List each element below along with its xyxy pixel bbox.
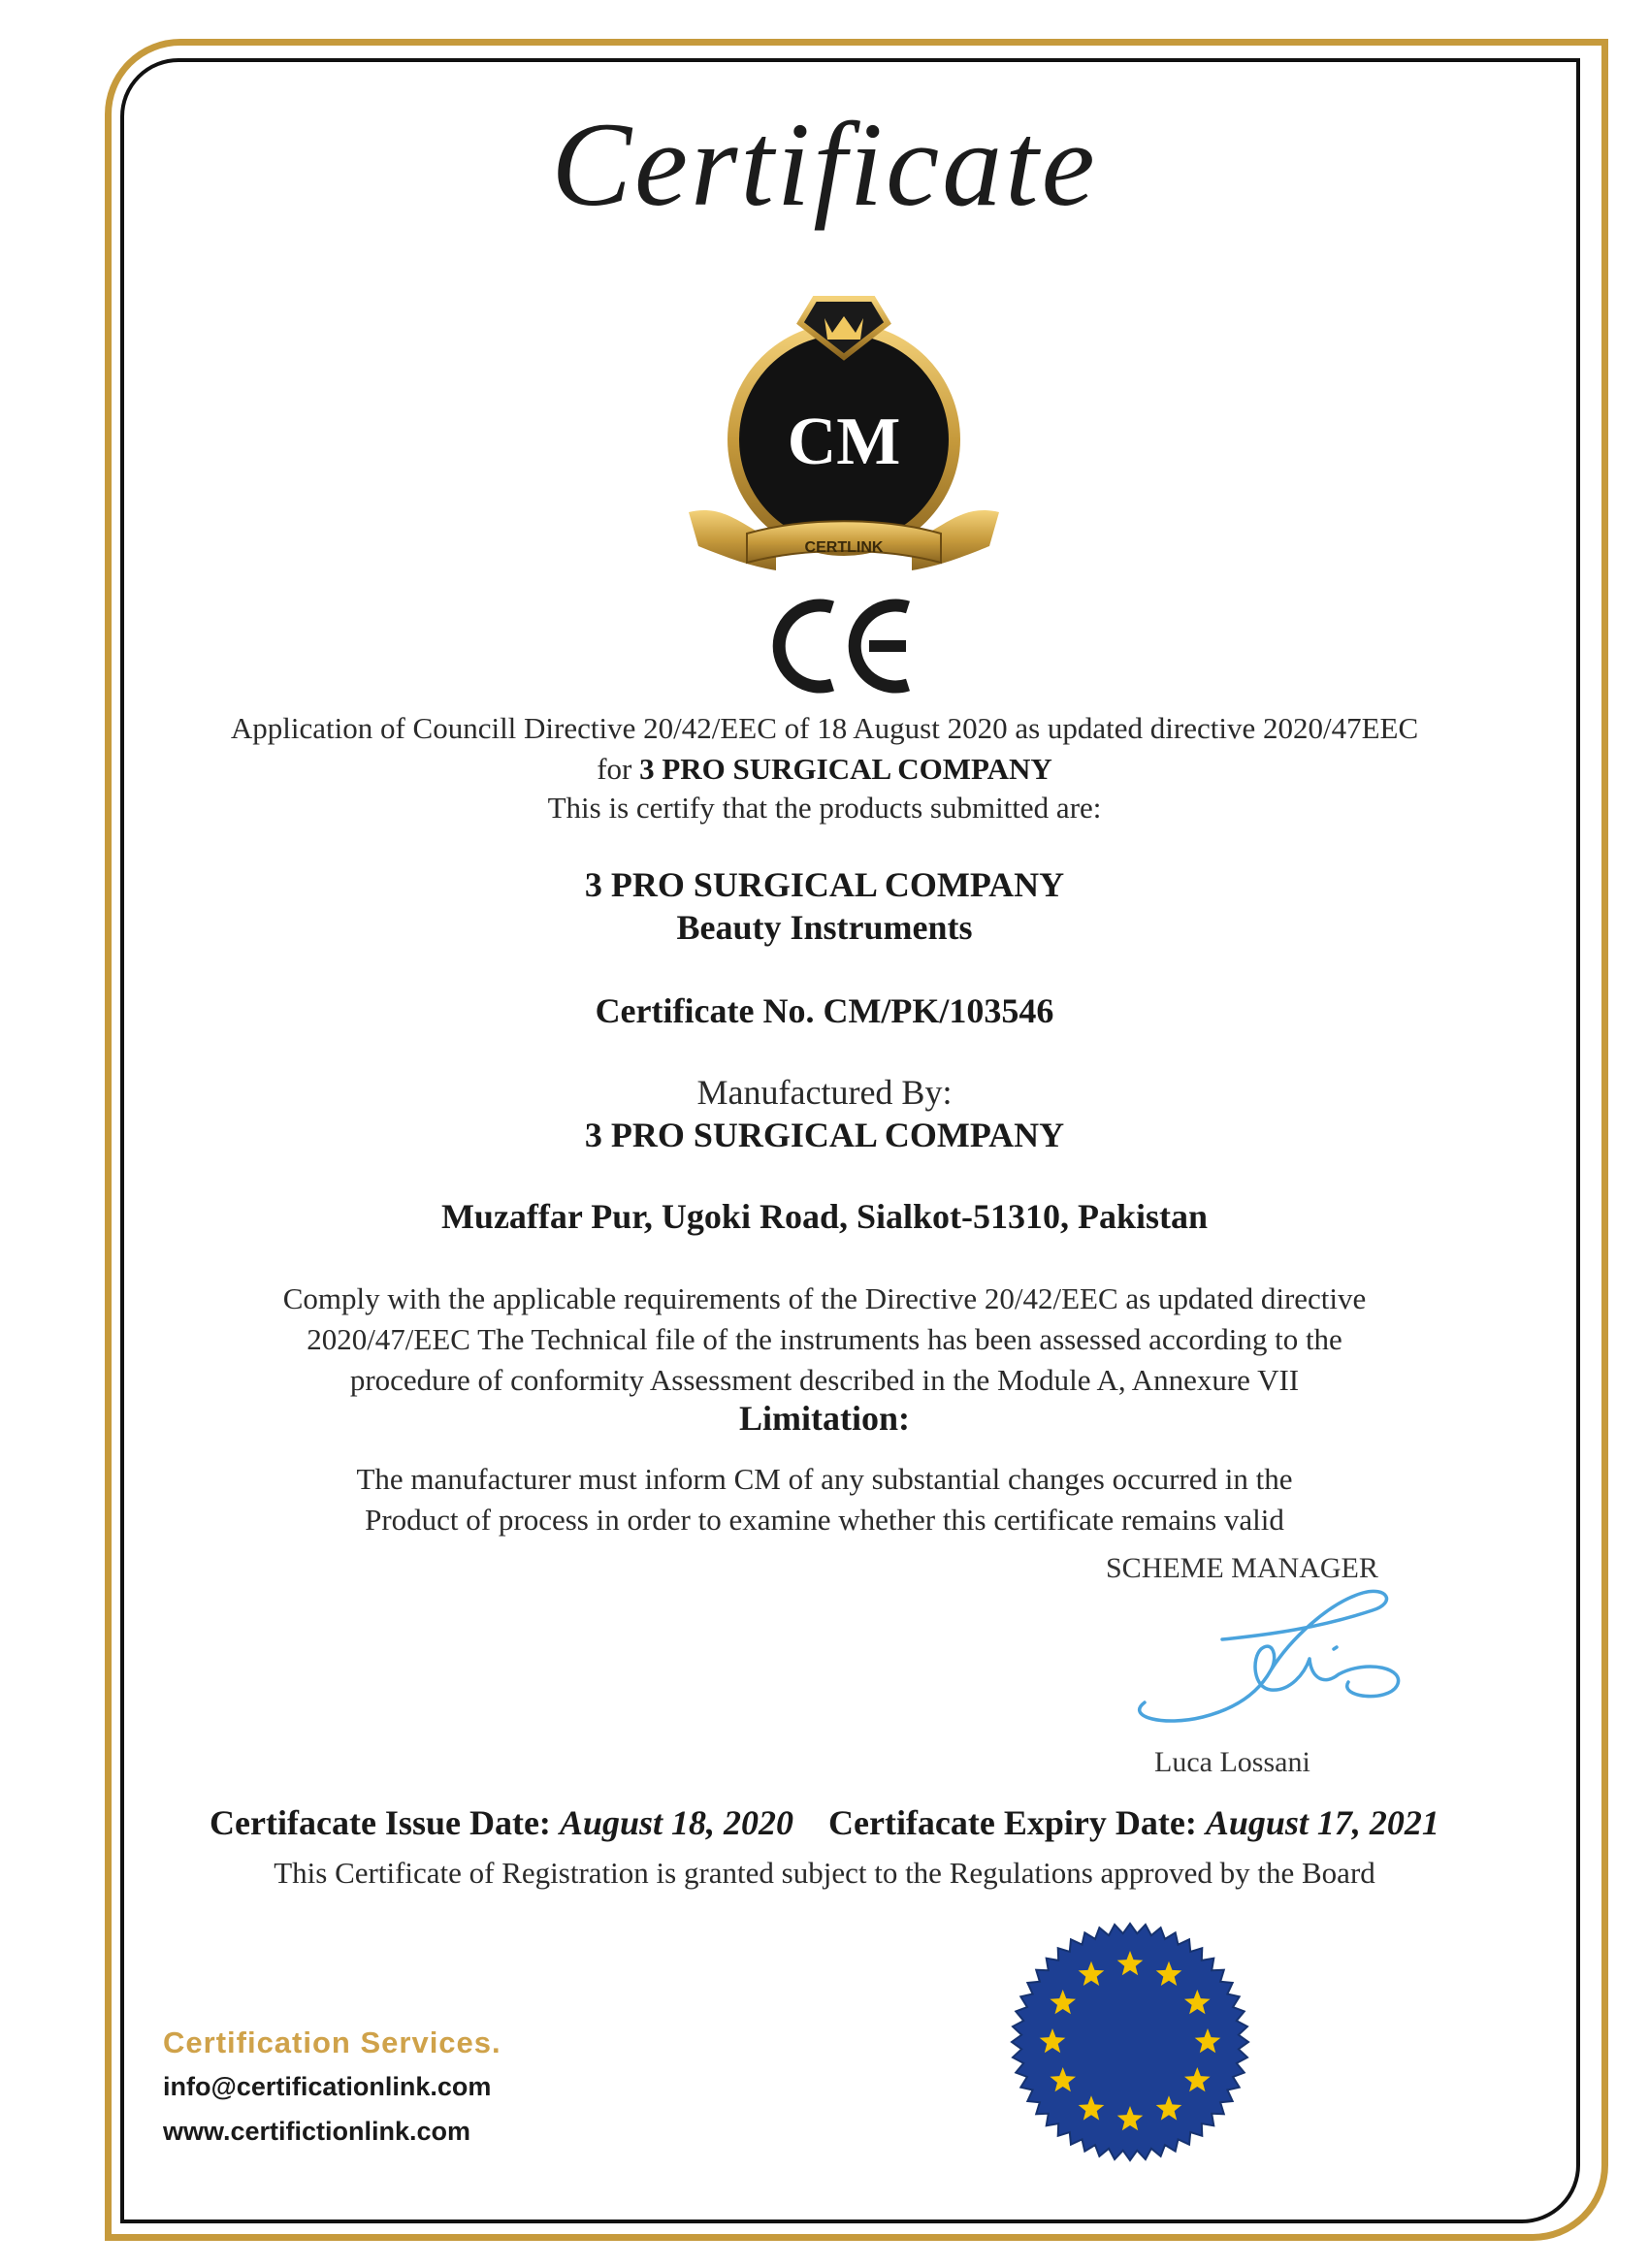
intro-line-1: Application of Councill Directive 20/42/EEC of 18 August 2020 as updated directive 2020/47EEC — [230, 711, 1419, 745]
ce-mark-icon — [764, 594, 920, 698]
signatory-name: Luca Lossani — [1154, 1746, 1310, 1778]
manufactured-by-label: Manufactured By: — [696, 1073, 953, 1112]
cm-emblem-logo — [669, 279, 1018, 599]
issue-date-value: August 18, 2020 — [559, 1803, 793, 1842]
emblem-ribbon-text: CERTLINK — [804, 539, 884, 556]
limitation-heading: Limitation: — [739, 1399, 910, 1438]
manufacturer-name: 3 PRO SURGICAL COMPANY — [584, 1116, 1065, 1154]
certification-services-label: Certification Services. — [163, 2025, 501, 2059]
compliance-line-3: procedure of conformity Assessment described in the Module A, Annexure VII — [349, 1363, 1300, 1397]
signatory-role: SCHEME MANAGER — [1106, 1552, 1378, 1584]
certificate-number: Certificate No. CM/PK/103546 — [595, 991, 1054, 1030]
limitation-line-1: The manufacturer must inform CM of any substantial changes occurred in the — [356, 1462, 1293, 1496]
intro-line-2 — [0, 749, 1649, 790]
intro-for: for — [597, 752, 632, 786]
product-company: 3 PRO SURGICAL COMPANY — [584, 865, 1065, 904]
expiry-date-value: August 17, 2021 — [1205, 1803, 1439, 1842]
eu-stars-seal-icon — [1009, 1921, 1251, 2163]
compliance-line-2: 2020/47/EEC The Technical file of the instruments has been assessed according to the — [307, 1322, 1342, 1356]
certificate-title: Certificate — [551, 98, 1098, 231]
intro-company: 3 PRO SURGICAL COMPANY — [639, 752, 1052, 786]
certificate-dates — [0, 1802, 1649, 1843]
manufacturer-address: Muzaffar Pur, Ugoki Road, Sialkot-51310, Pakistan — [440, 1197, 1209, 1236]
handwritten-signature — [1106, 1581, 1436, 1756]
registration-note: This Certificate of Registration is granted subject to the Regulations approved by the Board — [274, 1856, 1375, 1890]
contact-email[interactable]: info@certificationlink.com — [163, 2072, 492, 2101]
limitation-line-2: Product of process in order to examine whether this certificate remains valid — [365, 1503, 1284, 1537]
compliance-line-1: Comply with the applicable requirements of the Directive 20/42/EEC as updated directive — [282, 1281, 1367, 1315]
issue-date-label: Certifacate Issue Date: — [210, 1803, 551, 1842]
contact-website[interactable]: www.certifictionlink.com — [163, 2117, 471, 2146]
emblem-monogram: CM — [787, 405, 901, 479]
product-category: Beauty Instruments — [676, 908, 973, 947]
expiry-date-label: Certifacate Expiry Date: — [828, 1803, 1197, 1842]
intro-line-3: This is certify that the products submitted are: — [547, 791, 1102, 825]
